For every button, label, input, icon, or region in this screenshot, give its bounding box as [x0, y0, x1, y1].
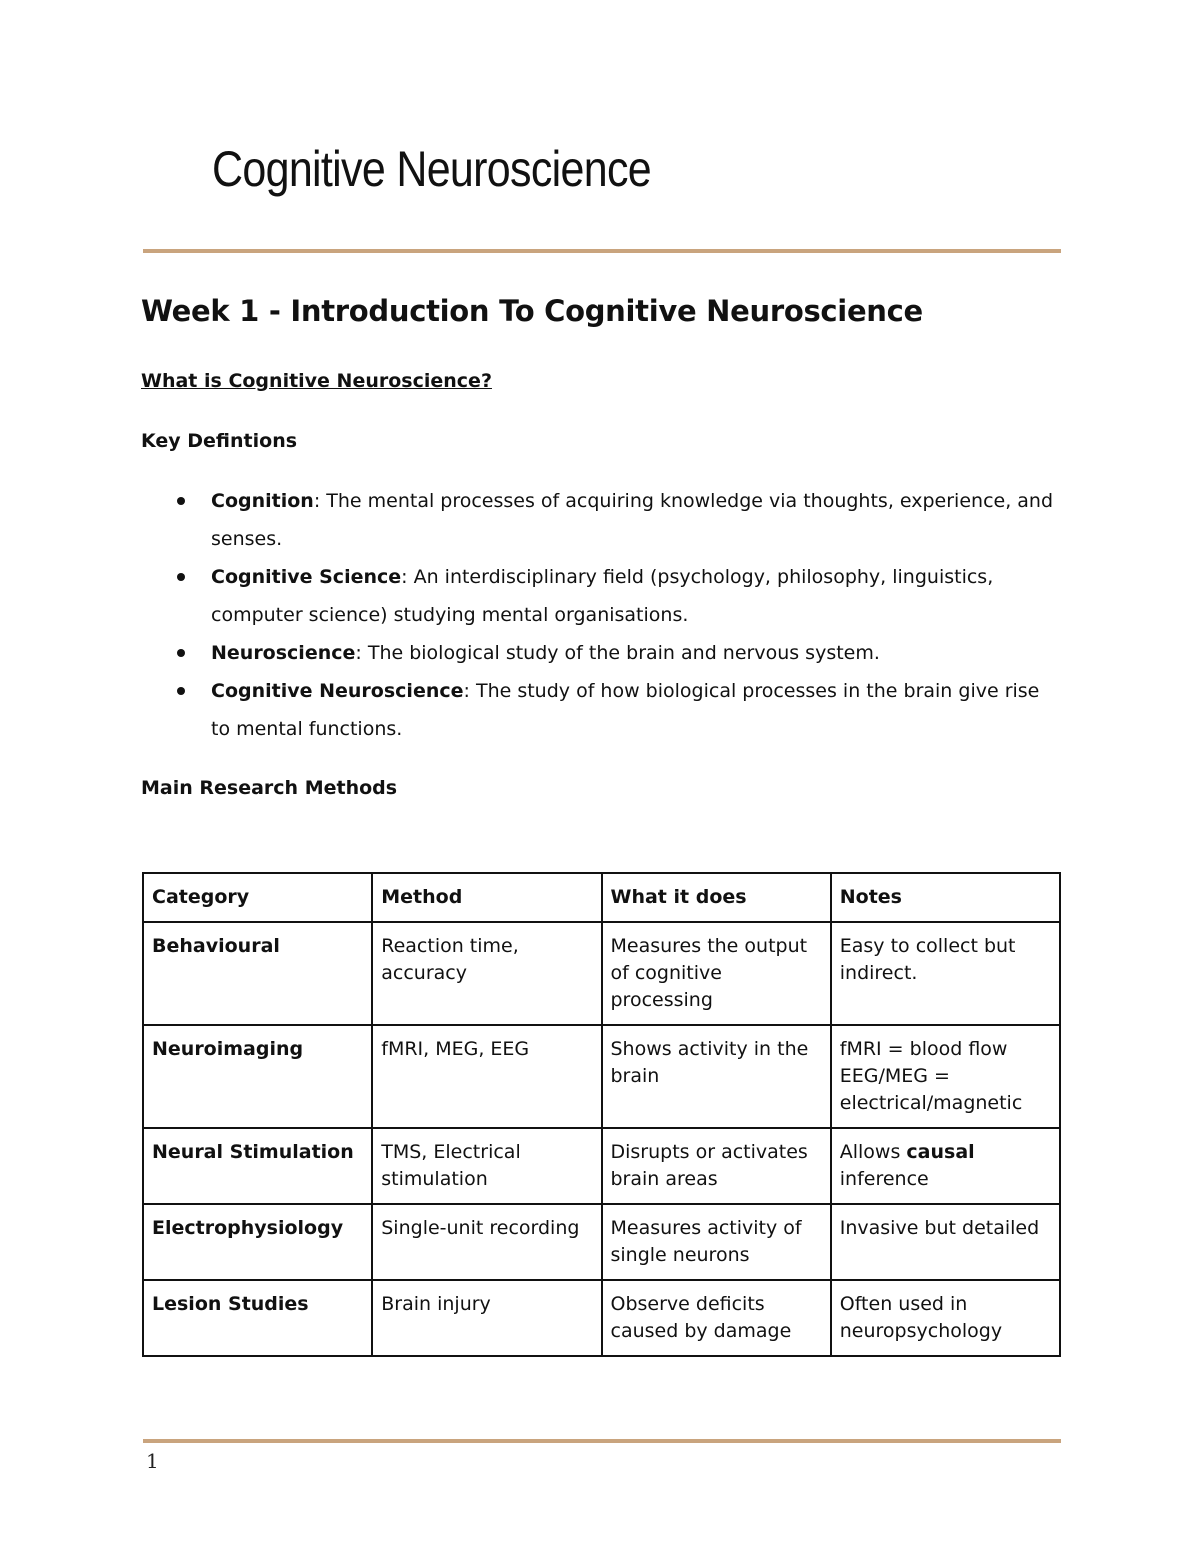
- week-heading: Week 1 - Introduction To Cognitive Neuroscience: [141, 294, 923, 328]
- definition-text: : The biological study of the brain and nervous system.: [355, 642, 880, 664]
- footer-divider: [143, 1439, 1061, 1443]
- notes-text: Allows: [839, 1141, 907, 1163]
- bullet-icon: [177, 573, 185, 581]
- category-cell: Electrophysiology: [143, 1204, 372, 1280]
- notes-cell: [831, 1128, 1060, 1204]
- definition-term: Cognitive Neuroscience: [211, 680, 464, 702]
- method-cell: fMRI, MEG, EEG: [372, 1025, 601, 1128]
- method-cell: Single-unit recording: [372, 1204, 601, 1280]
- method-cell: Brain injury: [372, 1280, 601, 1356]
- notes-cell: [831, 1280, 1060, 1356]
- category-cell: Behavioural: [143, 922, 372, 1025]
- notes-bold-text: causal: [906, 1141, 975, 1163]
- bullet-icon: [177, 649, 185, 657]
- column-header-what-it-does: What it does: [602, 873, 831, 922]
- notes-text: Often used in neuropsychology: [839, 1293, 1003, 1342]
- definitions-label: Key Defintions: [141, 430, 298, 452]
- bullet-icon: [177, 687, 185, 695]
- method-cell: TMS, Electrical stimulation: [372, 1128, 601, 1204]
- definition-text: : The mental processes of acquiring knowledge via thoughts, experience, and senses.: [211, 490, 1054, 550]
- method-cell: Reaction time, accuracy: [372, 922, 601, 1025]
- column-header-notes: Notes: [831, 873, 1060, 922]
- table-row: [143, 1204, 1060, 1280]
- section-subheading: What is Cognitive Neuroscience?: [141, 370, 492, 392]
- table-header-row: [143, 873, 1060, 922]
- column-header-category: Category: [143, 873, 372, 922]
- what-it-does-cell: Disrupts or activates brain areas: [602, 1128, 831, 1204]
- table-row: [143, 1128, 1060, 1204]
- what-it-does-cell: Shows activity in the brain: [602, 1025, 831, 1128]
- definition-text: : The study of how biological processes in the brain give rise to mental functions.: [211, 680, 1040, 740]
- column-header-method: Method: [372, 873, 601, 922]
- notes-cell: [831, 1204, 1060, 1280]
- definition-item: [176, 558, 1056, 634]
- definition-item: [176, 482, 1056, 558]
- definition-term: Cognitive Science: [211, 566, 402, 588]
- methods-label: Main Research Methods: [141, 777, 398, 799]
- table-row: [143, 1280, 1060, 1356]
- research-methods-table: [142, 872, 1061, 1357]
- notes-text: fMRI = blood flow EEG/MEG = electrical/magnetic: [839, 1038, 1023, 1114]
- definition-term: Cognition: [211, 490, 314, 512]
- what-it-does-cell: Measures the output of cognitive processing: [602, 922, 831, 1025]
- notes-cell: [831, 922, 1060, 1025]
- category-cell: Neural Stimulation: [143, 1128, 372, 1204]
- category-cell: Neuroimaging: [143, 1025, 372, 1128]
- bullet-icon: [177, 497, 185, 505]
- page-number: 1: [146, 1449, 159, 1473]
- notes-text: Invasive but detailed: [839, 1217, 1040, 1239]
- definition-item: [176, 634, 1056, 672]
- table-row: [143, 1025, 1060, 1128]
- definition-term: Neuroscience: [211, 642, 356, 664]
- what-it-does-cell: Observe deficits caused by damage: [602, 1280, 831, 1356]
- definitions-list: [176, 482, 1056, 748]
- page-title: Cognitive Neuroscience: [212, 141, 651, 197]
- notes-cell: [831, 1025, 1060, 1128]
- header-divider: [143, 249, 1061, 253]
- category-cell: Lesion Studies: [143, 1280, 372, 1356]
- definition-item: [176, 672, 1056, 748]
- what-it-does-cell: Measures activity of single neurons: [602, 1204, 831, 1280]
- notes-text-end: inference: [839, 1168, 929, 1190]
- definition-text: : An interdisciplinary field (psychology, philosophy, linguistics, computer science) studying mental organisations.: [211, 566, 994, 626]
- notes-text: Easy to collect but indirect.: [839, 935, 1016, 984]
- table-row: [143, 922, 1060, 1025]
